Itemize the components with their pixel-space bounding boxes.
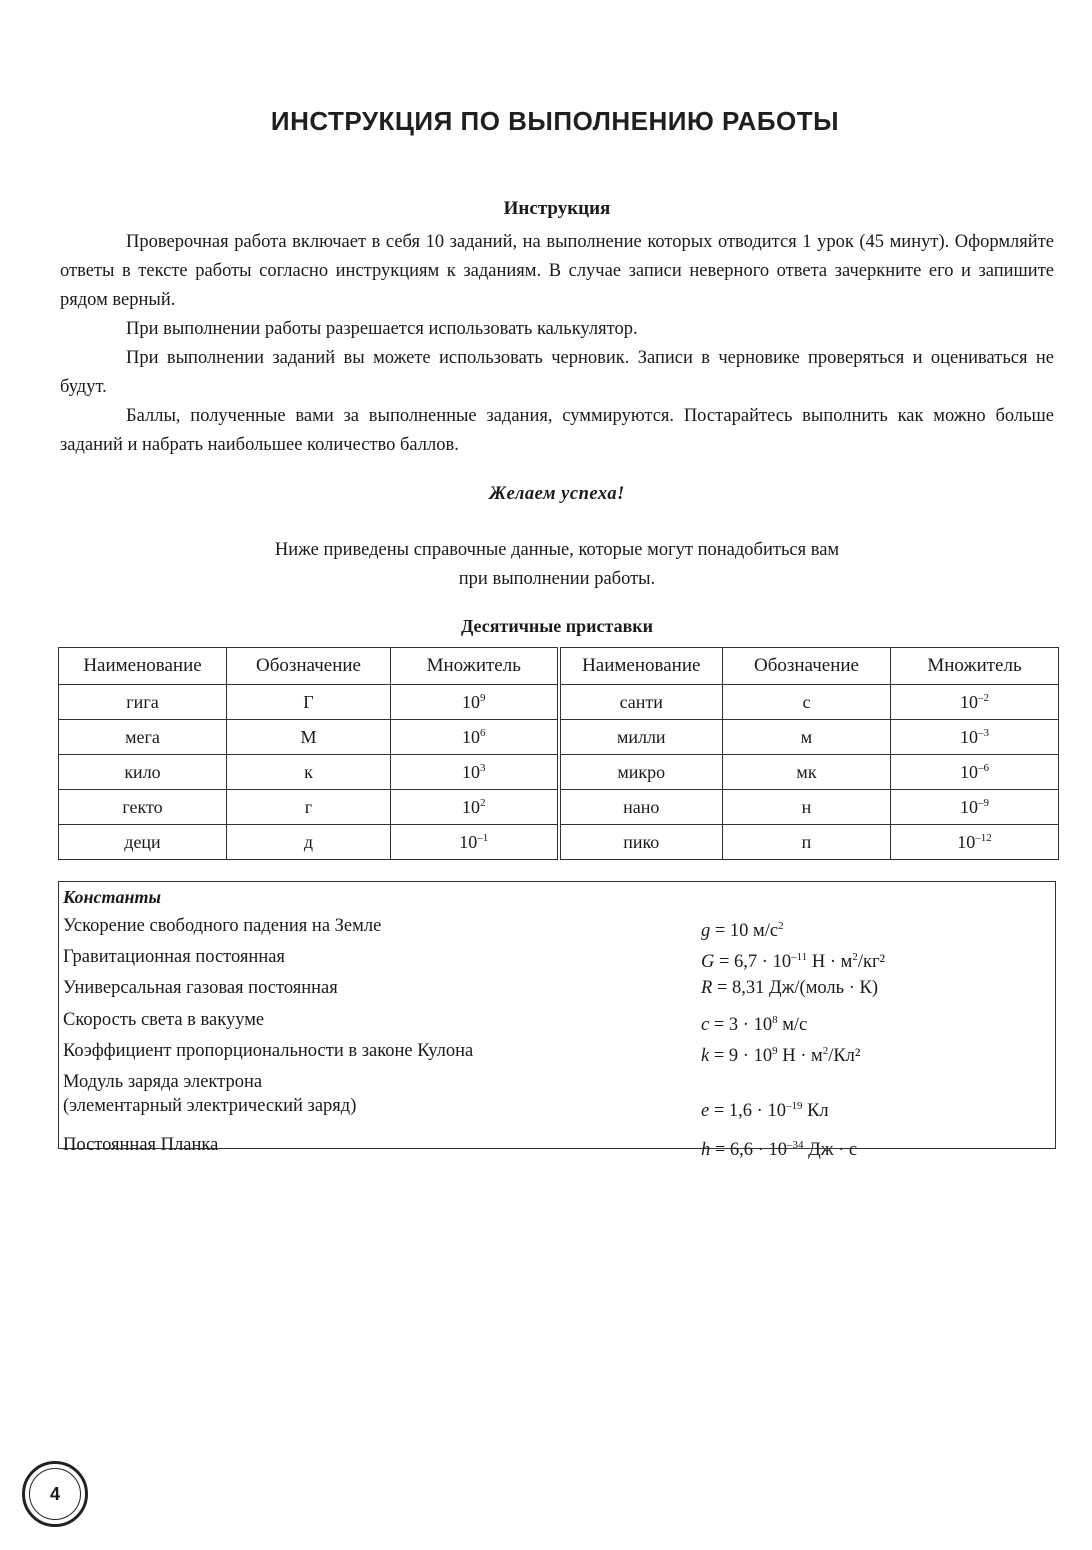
constant-name [63, 945, 683, 969]
multiplier-cell [891, 790, 1059, 825]
constant-value [701, 1039, 1051, 1068]
prefix-symbol-cell: мк [723, 755, 891, 790]
prefix-name-cell: милли [559, 720, 723, 755]
multiplier-cell [391, 790, 559, 825]
constant-name [63, 976, 683, 1000]
prefix-name-cell: гекто [59, 790, 227, 825]
instruction-paragraph: При выполнении заданий вы можете использовать черновик. Записи в черновике проверяться и оцениваться не будут. [60, 348, 1054, 397]
column-header: Множитель [391, 648, 559, 685]
multiplier-cell [891, 685, 1059, 720]
multiplier-base: 10 [459, 831, 478, 852]
prefix-symbol-cell: г [227, 790, 391, 825]
constant-value-sym: e [701, 1101, 710, 1122]
constant-name-line: Коэффициент пропорциональности в законе Кулона [63, 1041, 474, 1061]
table-row [59, 685, 1059, 720]
prefix-symbol-cell: д [227, 825, 391, 860]
constant-value-pre: = 6,7 · 10 [714, 952, 792, 973]
constant-value-sup1: 9 [772, 1045, 778, 1057]
prefix-symbol-cell: н [723, 790, 891, 825]
constant-name-line: Модуль заряда электрона [63, 1072, 263, 1092]
column-header: Наименование [59, 648, 227, 685]
constant-value-pre: = 3 · 10 [709, 1015, 773, 1036]
constant-value-sym: k [701, 1046, 710, 1067]
constant-name-line: Постоянная Планка [63, 1135, 219, 1155]
constants-title: Константы [63, 887, 161, 907]
multiplier-cell [891, 825, 1059, 860]
constant-name-line: Гравитационная постоянная [63, 947, 285, 967]
constant-value-sym: G [701, 952, 715, 973]
multiplier-cell [891, 720, 1059, 755]
good-luck-wish: Желаем успеха! [489, 484, 625, 504]
constant-value [701, 976, 1051, 1000]
column-header: Наименование [559, 648, 723, 685]
multiplier-exponent: –2 [978, 691, 989, 704]
prefix-symbol-cell: с [723, 685, 891, 720]
instruction-paragraph: Баллы, полученные вами за выполненные задания, суммируются. Постарайтесь выполнить как можно больше заданий и набрать наибольшее количество баллов. [60, 406, 1054, 455]
constant-value-post: /кг² [857, 952, 886, 973]
instruction-paragraph: Проверочная работа включает в себя 10 заданий, на выполнение которых отводится 1 урок (45 минут). Оформляйте ответы в тексте работы согласно инструкциям к заданиям. В случае записи неверного ответа зачеркните его и запишите рядом верный. [60, 232, 1054, 310]
multiplier-base: 10 [960, 761, 978, 782]
constant-value [701, 1094, 1051, 1123]
multiplier-base: 10 [957, 831, 976, 852]
multiplier-base: 10 [462, 691, 480, 712]
constant-value-sup1: 8 [772, 1014, 778, 1026]
reference-note [0, 536, 1092, 594]
multiplier-cell [391, 825, 559, 860]
column-header: Обозначение [227, 648, 391, 685]
prefix-name-cell: мега [59, 720, 227, 755]
constant-value-pre: = 10 м/с [710, 921, 779, 942]
multiplier-exponent: –1 [477, 831, 489, 844]
constant-name-line: (элементарный электрический заряд) [63, 1096, 357, 1116]
page-title: ИНСТРУКЦИЯ ПО ВЫПОЛНЕНИЮ РАБОТЫ [270, 106, 840, 136]
constant-value-mid: Кл [802, 1101, 829, 1122]
multiplier-base: 10 [960, 796, 978, 817]
constant-name-line: Ускорение свободного падения на Земле [63, 916, 382, 936]
constant-value-pre: = 1,6 · 10 [709, 1101, 786, 1122]
constant-value [701, 1008, 1051, 1037]
reference-note-line: Ниже приведены справочные данные, которые могут понадобиться вам [274, 540, 840, 560]
constant-name-line: Скорость света в вакууме [63, 1010, 265, 1030]
instruction-heading: Инструкция [503, 198, 611, 219]
constant-value-mid: м/с [777, 1015, 808, 1036]
multiplier-exponent: 9 [480, 691, 486, 704]
constant-name [63, 1008, 683, 1032]
multiplier-base: 10 [462, 726, 480, 747]
constant-value-mid: Дж · с [803, 1140, 858, 1161]
constant-value-mid: Н · м [807, 952, 853, 973]
prefix-name-cell: кило [59, 755, 227, 790]
constant-value-sup1: –11 [791, 951, 808, 963]
constant-value-sup2: 2 [852, 951, 858, 963]
multiplier-exponent: –9 [978, 796, 989, 809]
constant-value-sup1: 2 [778, 920, 784, 932]
multiplier-exponent: –6 [978, 761, 989, 774]
table-header-row [59, 648, 1059, 685]
constant-value [701, 914, 1051, 943]
column-header: Множитель [891, 648, 1059, 685]
constant-name [63, 1039, 683, 1063]
constant-value-sup2: 2 [822, 1045, 829, 1057]
multiplier-base: 10 [960, 691, 978, 712]
reference-note-line: при выполнении работы. [458, 569, 656, 589]
multiplier-exponent: 3 [480, 761, 486, 774]
multiplier-exponent: 6 [480, 726, 486, 739]
instruction-body [60, 228, 1054, 460]
table-row [59, 755, 1059, 790]
prefix-name-cell: гига [59, 685, 227, 720]
constant-name [63, 914, 683, 938]
multiplier-cell [891, 755, 1059, 790]
constant-value [701, 945, 1051, 974]
multiplier-base: 10 [960, 726, 978, 747]
constant-value-mid: Н · м [777, 1046, 823, 1067]
prefix-symbol-cell: к [227, 755, 391, 790]
multiplier-cell [391, 685, 559, 720]
prefix-symbol-cell: п [723, 825, 891, 860]
multiplier-exponent: 2 [480, 796, 486, 809]
multiplier-base: 10 [462, 761, 480, 782]
prefix-name-cell: микро [559, 755, 723, 790]
constant-value-sup1: –19 [785, 1100, 803, 1112]
multiplier-cell [391, 755, 559, 790]
constant-value-pre: = 8,31 Дж/(моль · К) [712, 978, 878, 998]
prefix-symbol-cell: Г [227, 685, 391, 720]
decimal-prefixes-table [58, 647, 1059, 860]
multiplier-exponent: –12 [975, 831, 992, 844]
constant-value-sym: h [701, 1140, 711, 1161]
prefix-symbol-cell: М [227, 720, 391, 755]
prefix-name-cell: санти [559, 685, 723, 720]
prefix-name-cell: пико [559, 825, 723, 860]
multiplier-exponent: –3 [978, 726, 989, 739]
constant-value-sym: g [701, 921, 711, 942]
prefix-name-cell: деци [59, 825, 227, 860]
table-row [59, 720, 1059, 755]
page-number: 4 [22, 1461, 88, 1527]
constant-value-sup1: –34 [786, 1139, 804, 1151]
instruction-paragraph: При выполнении работы разрешается использовать калькулятор. [126, 319, 638, 339]
column-header: Обозначение [723, 648, 891, 685]
prefix-name-cell: нано [559, 790, 723, 825]
constant-value-sym: c [701, 1015, 710, 1036]
prefix-symbol-cell: м [723, 720, 891, 755]
multiplier-base: 10 [462, 796, 480, 817]
constant-value-sym: R [701, 978, 713, 998]
constant-value [701, 1133, 1051, 1162]
constant-value-pre: = 6,6 · 10 [710, 1140, 787, 1161]
table-row [59, 825, 1059, 860]
constant-value-pre: = 9 · 10 [709, 1046, 773, 1067]
multiplier-cell [391, 720, 559, 755]
constant-name [63, 1133, 683, 1157]
constant-name-line: Универсальная газовая постоянная [63, 978, 338, 998]
prefixes-caption: Десятичные приставки [460, 616, 654, 636]
constant-value-post: /Кл² [828, 1046, 861, 1067]
table-row [59, 790, 1059, 825]
constant-name [63, 1070, 683, 1118]
